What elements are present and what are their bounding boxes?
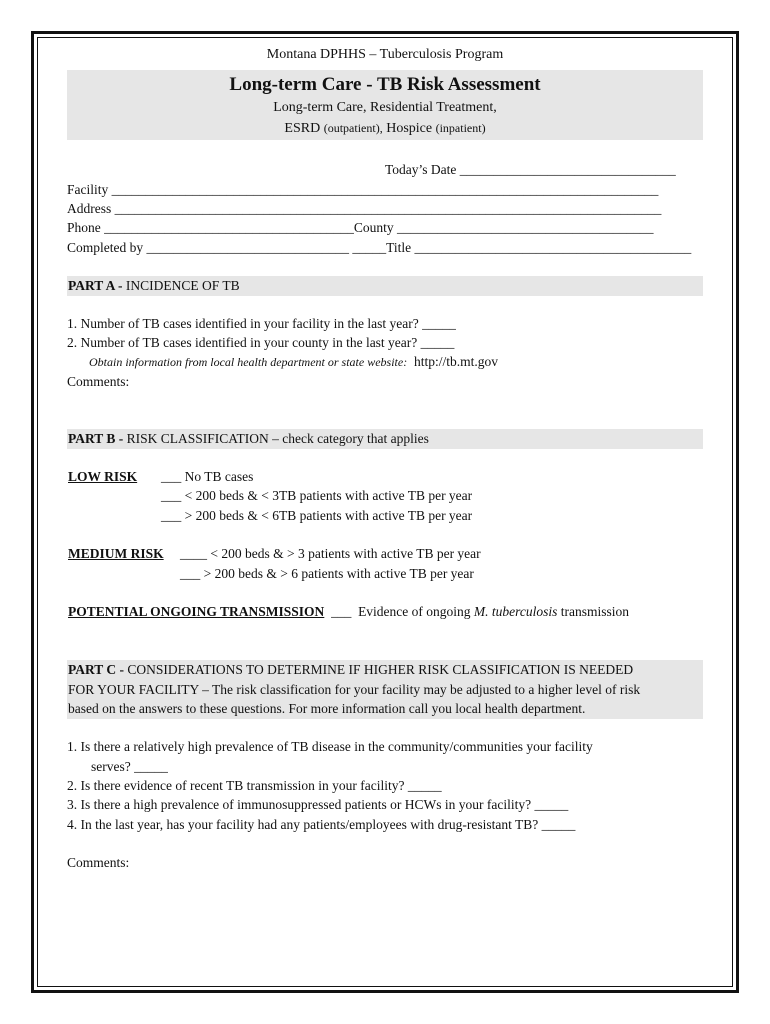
phone-county-field[interactable]: Phone _____________________________________County ______________________________________ [67,220,654,235]
potential-transmission-label: POTENTIAL ONGOING TRANSMISSION [68,604,325,619]
part-a-q2[interactable]: 2. Number of TB cases identified in your county in the last year? _____ [67,335,455,350]
facility-field[interactable]: Facility _________________________________________________________________________________ [67,182,659,197]
part-b-heading [68,431,429,447]
part-c-q2[interactable]: 2. Is there evidence of recent TB transmission in your facility? _____ [67,778,442,793]
potential-transmission-text: Evidence of ongoing [358,604,471,619]
part-a-label: PART A - [68,278,123,293]
part-b-title: RISK CLASSIFICATION – check category that applies [123,431,429,446]
low-risk-option-2[interactable]: ___ < 200 beds & < 3TB patients with active TB per year [161,488,473,503]
address-field[interactable]: Address _________________________________________________________________________________ [67,201,662,216]
part-c-q1-answer[interactable]: serves? _____ [91,759,168,774]
low-risk-label: LOW RISK [68,469,138,484]
part-c-q1: 1. Is there a relatively high prevalence of TB disease in the community/communities your facility [67,739,593,754]
part-c-q3[interactable]: 3. Is there a high prevalence of immunosuppressed patients or HCWs in your facility? _____ [67,797,569,812]
tb-website-link[interactable]: http://tb.mt.gov [413,354,498,369]
part-c-comments: Comments: [67,855,130,870]
potential-transmission-blank[interactable]: ___ [331,604,352,619]
program-name: Montana DPHHS – Tuberculosis Program [266,47,504,62]
part-c-title: CONSIDERATIONS TO DETERMINE IF HIGHER RISK CLASSIFICATION IS NEEDED [124,662,634,677]
medium-risk-option-1[interactable]: ____ < 200 beds & > 3 patients with active TB per year [180,546,481,561]
mtb-name: M. tuberculosis [473,604,558,619]
part-a-q1[interactable]: 1. Number of TB cases identified in your facility in the last year? _____ [67,316,456,331]
obtain-info-text: Obtain information from local health department or state website: [89,355,408,369]
low-risk-option-1[interactable]: ___ No TB cases [161,469,254,484]
form-title: Long-term Care - TB Risk Assessment [229,74,541,95]
part-c-q4[interactable]: 4. In the last year, has your facility had any patients/employees with drug-resistant TB? _____ [67,817,576,832]
todays-date-field[interactable]: Today’s Date ________________________________ [385,162,676,177]
subtitle-inpatient: (inpatient) [435,121,486,135]
potential-transmission-row [68,604,629,620]
subtitle-esrd: ESRD [284,121,321,136]
part-a-heading [68,278,240,294]
part-c-intro-line-2: FOR YOUR FACILITY – The risk classification for your facility may be adjusted to a higher level of risk [68,682,641,697]
completed-by-title-field[interactable]: Completed by ______________________________ _____Title _________________________________________ [67,240,692,255]
potential-transmission-text-end: transmission [560,604,630,619]
part-c-heading [68,662,633,678]
part-a-title: INCIDENCE OF TB [122,278,240,293]
part-a-comments: Comments: [67,374,130,389]
medium-risk-option-2[interactable]: ___ > 200 beds & > 6 patients with active TB per year [180,566,474,581]
medium-risk-label: MEDIUM RISK [68,546,164,561]
form-subtitle-1: Long-term Care, Residential Treatment, [273,100,497,115]
form-subtitle-2 [0,121,770,137]
subtitle-outpatient: (outpatient), [323,121,383,135]
part-b-label: PART B - [68,431,124,446]
low-risk-option-3[interactable]: ___ > 200 beds & < 6TB patients with active TB per year [161,508,473,523]
part-a-obtain [89,354,498,370]
subtitle-hospice: Hospice [386,121,433,136]
part-c-label: PART C - [68,662,125,677]
part-c-intro-line-3: based on the answers to these questions. For more information call you local health department. [68,701,586,716]
